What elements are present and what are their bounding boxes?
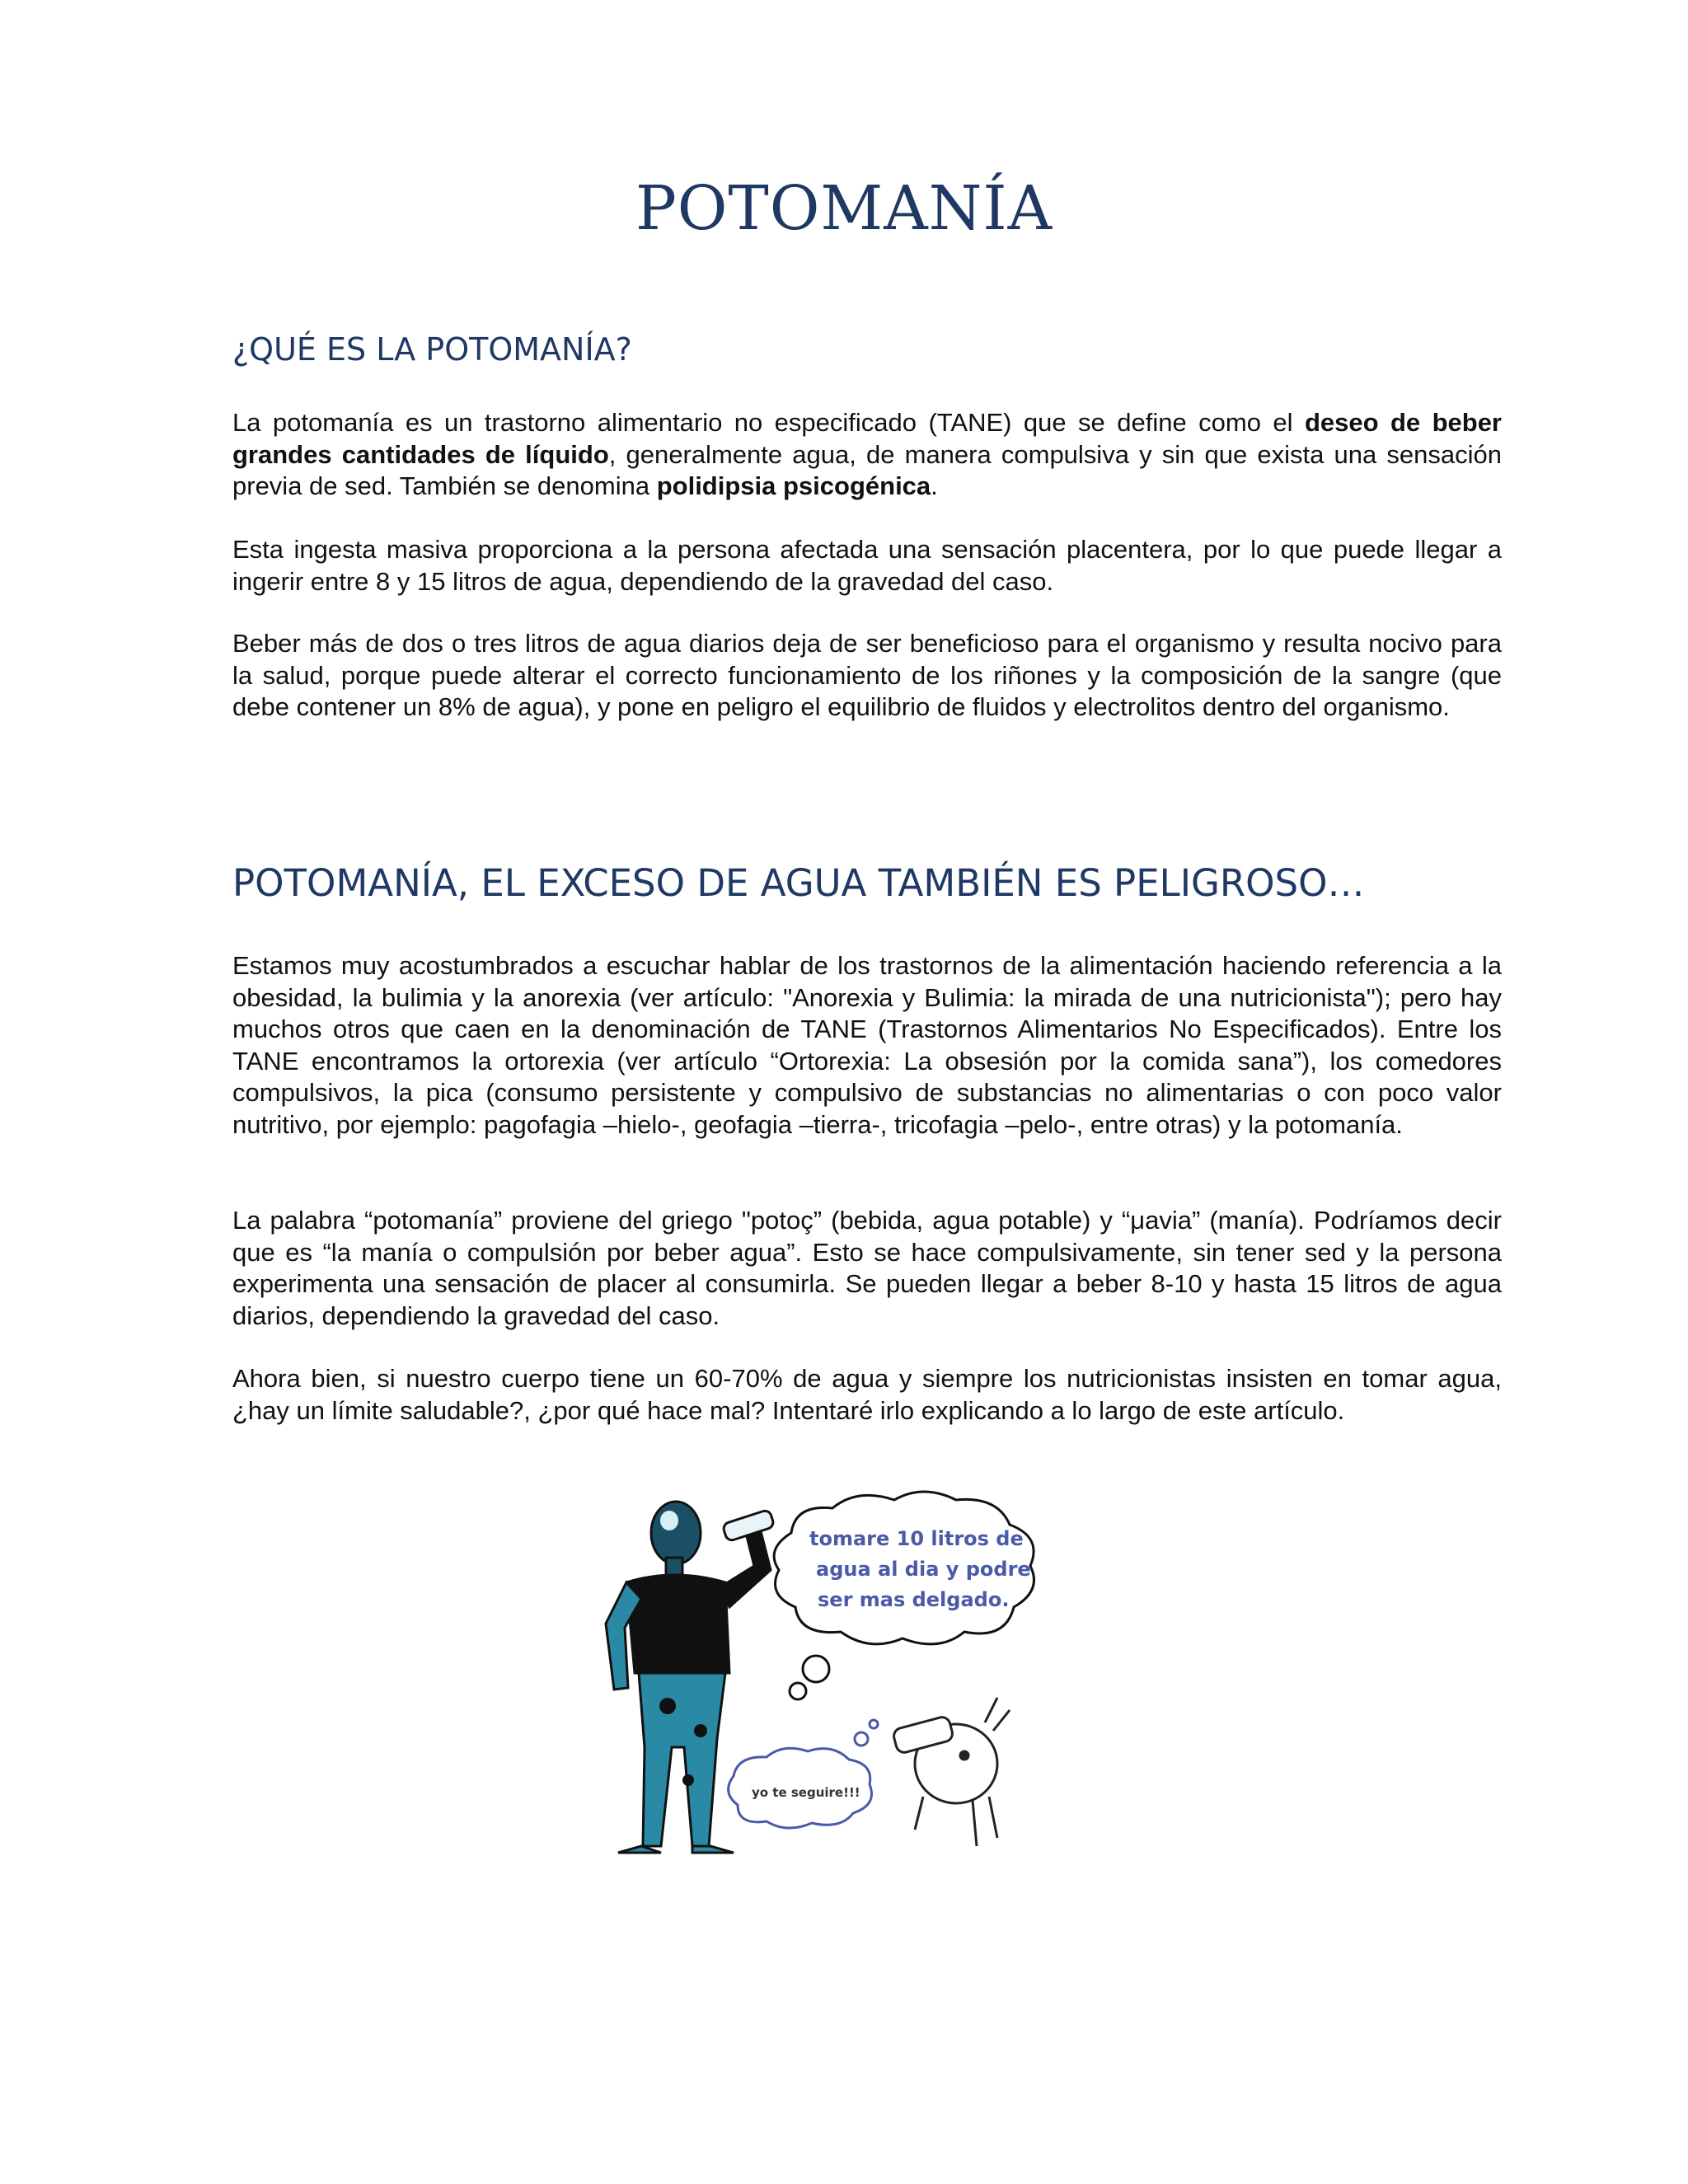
bubble-line-3: ser mas delgado. [818,1588,1010,1611]
thought-bubble-large [774,1492,1034,1699]
bubble-line-1: tomare 10 litros de [809,1527,1024,1550]
small-character [892,1698,1010,1846]
cartoon-illustration [569,1475,1063,1879]
text-run: La potomanía es un trastorno alimentario no especificado (TANE) que se define como el [232,408,1305,437]
page-title: POTOMANÍA [635,173,1053,244]
paragraph-trastornos: Estamos muy acostumbrados a escuchar hablar de los trastornos de la alimentación haciendo referencia a la obesidad, la bulimia y la anorexia (ver artículo: "Anorexia y Bulimia: la mirada de una nutricionista"); pero hay muchos otros que caen en la denominación de TANE (Trastornos Alimentarios No Especificados). Entre los TANE encontramos la ortorexia (ver artículo “Ortorexia: La obsesión por la comida sana”), los comedores compulsivos, la pica (consumo persistente y compulsivo de substancias no alimentarias o con poco valor nutritivo, por ejemplo: pagofagia –hielo-, geofagia –tierra-, tricofagia –pelo-, entre otras) y la potomanía. [232,951,1502,1139]
bold-phrase-deseo: deseo de beber grandes cantidades de líquido [232,408,1502,469]
cartoon-svg [569,1475,1063,1879]
bold-phrase-polidipsia: polidipsia psicogénica [656,471,931,500]
paragraph-ingesta: Esta ingesta masiva proporciona a la persona afectada una sensación placentera, por lo que puede llegar a ingerir entre 8 y 15 litros de agua, dependiendo de la gravedad del caso. [232,535,1502,596]
text-run: . [931,471,938,500]
section-heading-exceso: POTOMANÍA, EL EXCESO DE AGUA TAMBIÉN ES PELIGROSO… [232,861,1365,905]
paragraph-beber-mas: Beber más de dos o tres litros de agua diarios deja de ser beneficioso para el organismo y resulta nocivo para la salud, porque puede alterar el correcto funcionamiento de los riñones y la composición de la sangre (que debe contener un 8% de agua), y pone en peligro el equilibrio de fluidos y electrolitos dentro del organismo. [232,629,1502,721]
bubble-small-text: yo te seguire!!! [752,1785,860,1800]
text-run: , generalmente agua, de manera compulsiva y sin que exista una sensación previa de sed. También se denomina [232,439,1502,500]
section-heading-what-is: ¿QUÉ ES LA POTOMANÍA? [232,331,632,368]
bubble-line-2: agua al dia y podre [816,1558,1031,1581]
paragraph-definition [232,407,1502,503]
thought-bubble-small [729,1720,878,1828]
paragraph-etimologia: La palabra “potomanía” proviene del griego "potoç” (bebida, agua potable) y “μavia” (manía). Podríamos decir que es “la manía o compulsión por beber agua”. Esto se hace compulsivamente, sin tener sed y la persona experimenta una sensación de placer al consumirla. Se pueden llegar a beber 8-10 y hasta 15 litros de agua diarios, dependiendo la gravedad del caso. [232,1206,1502,1330]
paragraph-ahora-bien: Ahora bien, si nuestro cuerpo tiene un 60-70% de agua y siempre los nutricionistas insisten en tomar agua, ¿hay un límite saludable?, ¿por qué hace mal? Intentaré irlo explicando a lo largo de este artículo. [232,1364,1502,1425]
